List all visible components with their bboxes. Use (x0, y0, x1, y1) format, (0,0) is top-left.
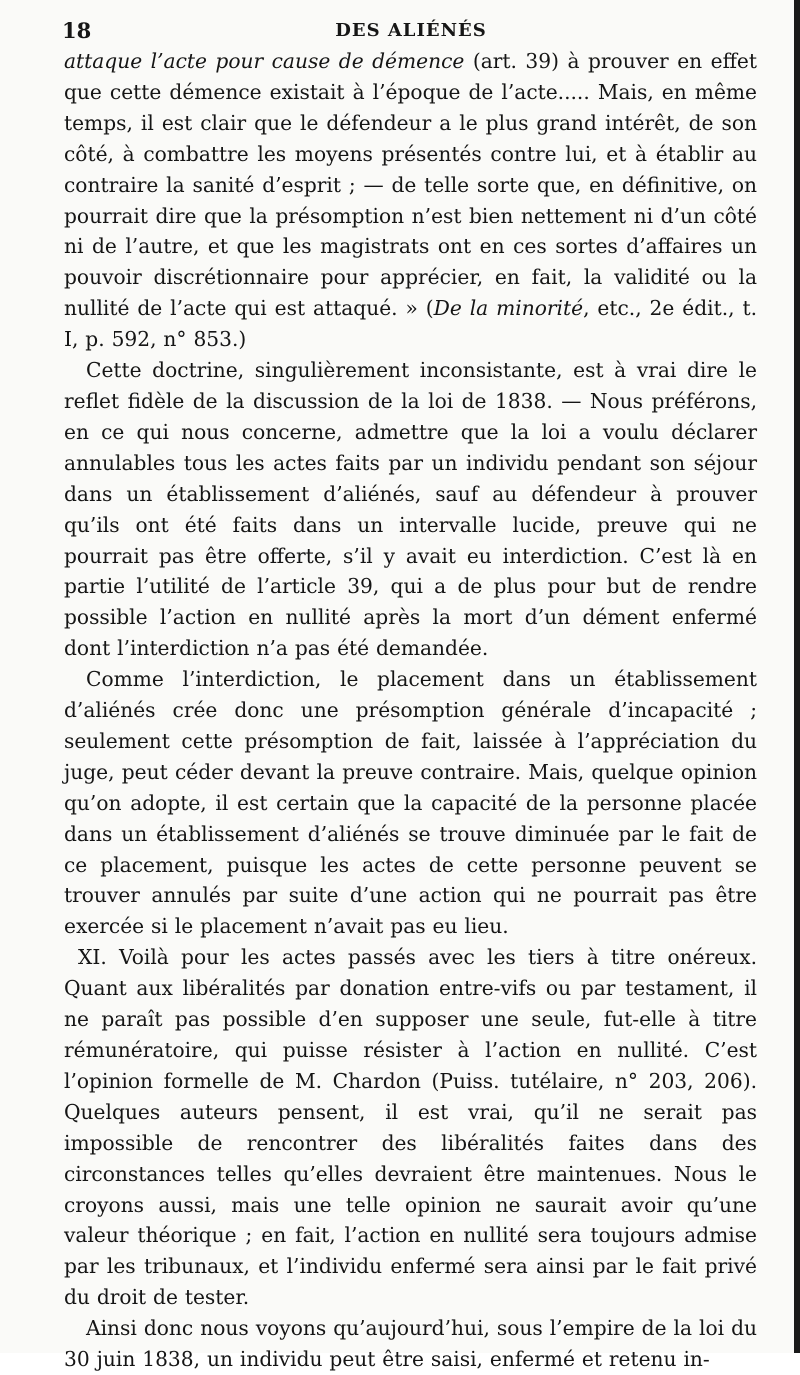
text-run: Comme l’interdiction, le placement dans un établissement d’aliénés crée donc une présomption générale d’incapacité ; seulement cette présomption de fait, laissée à l’appréciation du juge, peut céder devant la preuve contraire. Mais, quelque opinion qu’on adopte, il est certain que la capacité de la personne placée dans un établissement d’aliénés se trouve diminuée par le fait de ce placement, puisque les actes de cette personne peuvent se trouver annulés par suite d’une action qui ne pourrait pas être exercée si le placement n’avait pas eu lieu. (64, 667, 757, 939)
text-run: Ainsi donc nous voyons qu’aujourd’hui, sous l’empire de la loi du 30 juin 1838, un individu peut être saisi, enfermé et retenu in- (64, 1316, 757, 1372)
running-head: DES ALIÉNÉS (335, 20, 487, 41)
paragraph-2 (64, 355, 757, 664)
page-header (62, 16, 760, 44)
body-text (64, 46, 757, 1375)
paragraph-1 (64, 46, 757, 355)
text-run: XI. Voilà pour les actes passés avec les tiers à titre onéreux. Quant aux libéralités par donation entre-vifs ou par testament, il ne paraît pas possible d’en supposer une seule, fut-elle à titre rémunératoire, qui puisse résister à l’action en nullité. C’est l’opinion formelle de M. Chardon (Puiss. tutélaire, n° 203, 206). Quelques auteurs pensent, il est vrai, qu’il ne serait pas impossible de rencontrer des libéralités faites dans des circonstances telles qu’elles devraient être maintenues. Nous le croyons aussi, mais une telle opinion ne saurait avoir qu’une valeur théorique ; en fait, l’action en nullité sera toujours admise par les tribunaux, et l’individu enfermé sera ainsi par le fait privé du droit de tester. (64, 945, 757, 1310)
page-edge-shadow (794, 0, 800, 1353)
paragraph-5 (64, 1313, 757, 1375)
italic-run: De la minorité (433, 296, 584, 321)
italic-run: attaque l’acte pour cause de démence (64, 49, 465, 73)
text-run: Cette doctrine, singulièrement inconsistante, est à vrai dire le reflet fidèle de la discussion de la loi de 1838. — Nous préférons, en ce qui nous concerne, admettre que la loi a voulu déclarer annulables tous les actes faits par un individu pendant son séjour dans un établissement d’aliénés, sauf au défendeur à prouver qu’ils ont été faits dans un intervalle lucide, preuve qui ne pourrait pas être offerte, s’il y avait eu interdiction. C’est là en partie l’utilité de l’article 39, qui a de plus pour but de rendre possible l’action en nullité après la mort d’un dément enfermé dont l’interdiction n’a pas été demandée. (64, 358, 757, 661)
paragraph-4 (64, 942, 757, 1313)
paragraph-3 (64, 664, 757, 942)
page-number: 18 (62, 18, 92, 43)
text-run: , etc., 2e édit., t. I, p. 592, n° 853.) (64, 296, 757, 352)
text-run: (art. 39) à prouver en effet que cette démence existait à l’époque de l’acte..... Mais, en même temps, il est clair que le défendeur a le plus grand intérêt, de son côté, à combattre les moyens présentés contre lui, et à établir au contraire la sanité d’esprit ; — de telle sorte que, en définitive, on pourrait dire que la présomption n’est bien nettement ni d’un côté ni de l’autre, et que les magistrats ont en ces sortes d’affaires un pouvoir discrétionnaire pour apprécier, en fait, la validité ou la nullité de l’acte qui est attaqué. » ( (64, 49, 757, 321)
